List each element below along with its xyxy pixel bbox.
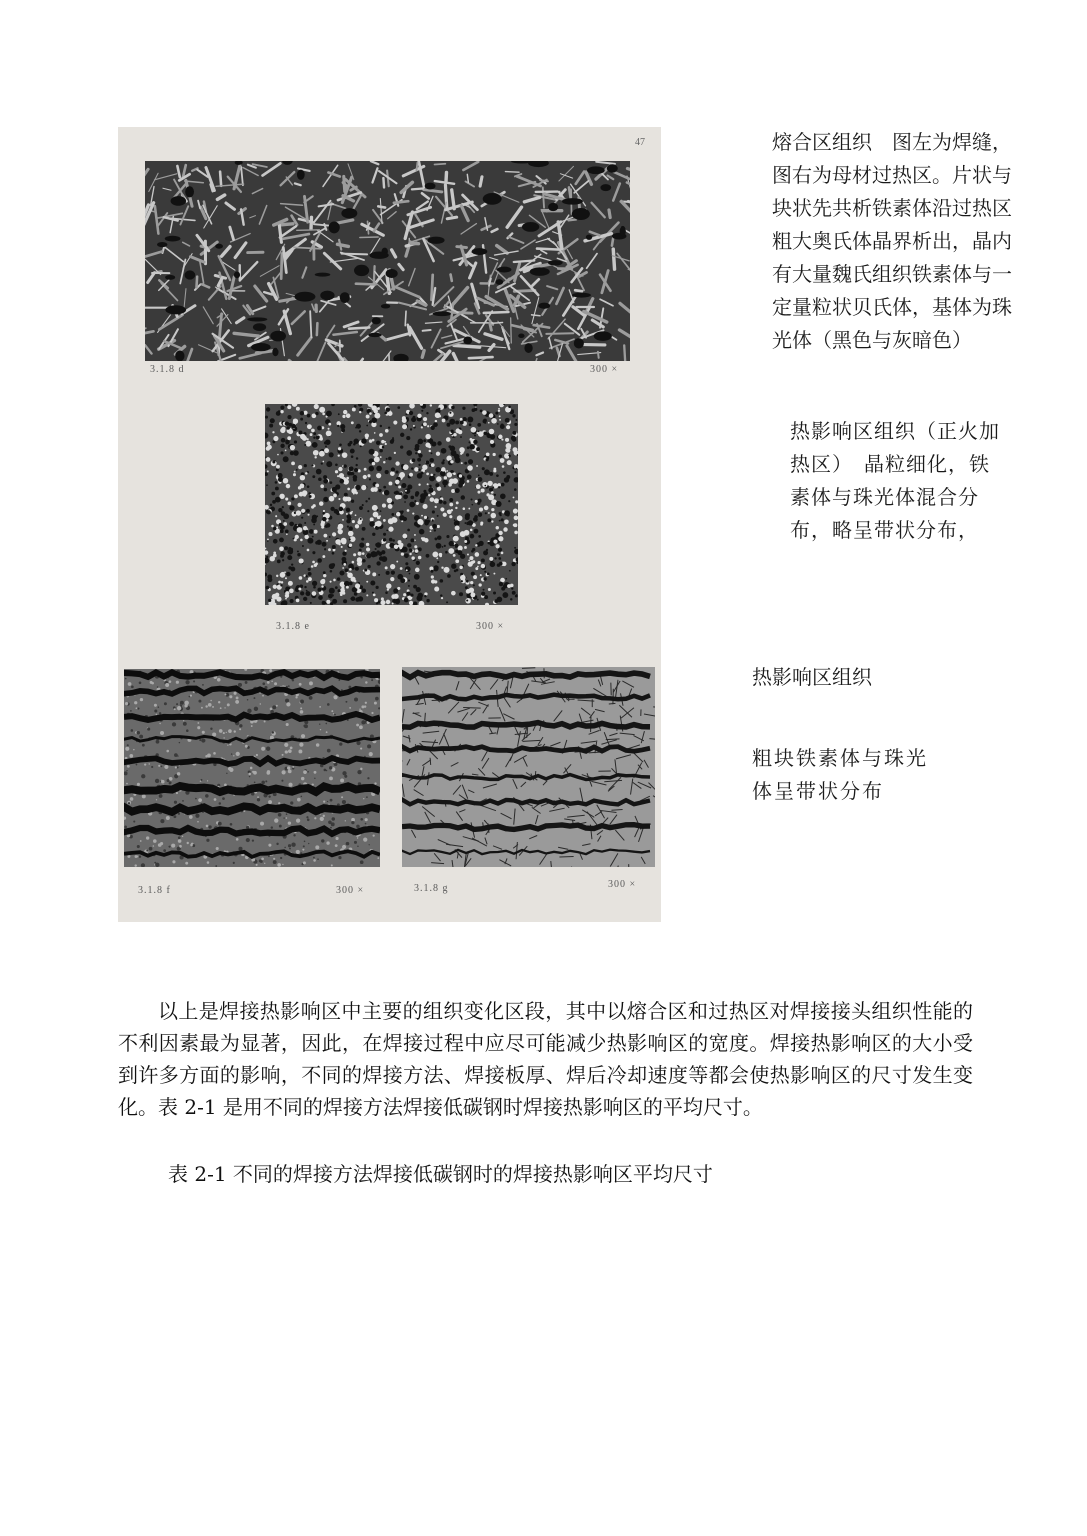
note-normalized-line-2: 热区） 晶粒细化，铁 (790, 452, 990, 476)
note-haz-title: 热影响区组织 (752, 665, 872, 689)
note-banded-line-2: 体呈带状分布 (752, 779, 884, 803)
micrograph-e-texture (265, 404, 518, 605)
note-normalized-zone (790, 415, 1000, 547)
caption-g-id: 3.1.8 g (414, 883, 449, 894)
note-fusion-line-7: 光体（黑色与灰暗色） (772, 328, 972, 352)
note-normalized-line-1: 热影响区组织（正火加 (790, 419, 1000, 443)
caption-f-magnification: 300 × (336, 885, 365, 896)
note-normalized-line-4: 布，略呈带状分布， (790, 518, 979, 542)
body-paragraph: 以上是焊接热影响区中主要的组织变化区段，其中以熔合区和过热区对焊接接头组织性能的不利因素最为显著，因此，在焊接过程中应尽可能减少热影响区的宽度。焊接热影响区的大小受到许多方面的影响，不同的焊接方法、焊接板厚、焊后冷却速度等都会使热影响区的尺寸发生变化。表 2-1 是用不同的焊接方法焊接低碳钢时焊接热影响区的平均尺寸。 (118, 999, 973, 1119)
note-fusion-line-3: 块状先共析铁素体沿过热区 (772, 196, 1012, 220)
note-normalized-line-3: 素体与珠光体混合分 (790, 485, 979, 509)
micrograph-f-banded (124, 669, 380, 867)
micrograph-e-normalized-zone (265, 404, 518, 605)
micrograph-g-texture (402, 667, 655, 867)
note-fusion-line-1: 熔合区组织 图左为焊缝， (772, 130, 1012, 154)
caption-g-magnification: 300 × (608, 879, 637, 890)
caption-d-magnification: 300 × (590, 364, 619, 375)
micrograph-d-fusion-zone (145, 161, 630, 361)
caption-e-id: 3.1.8 e (276, 621, 310, 632)
note-banded (752, 742, 928, 808)
note-fusion-zone (772, 126, 1012, 357)
micrograph-g-banded (402, 667, 655, 867)
caption-e-magnification: 300 × (476, 621, 505, 632)
caption-d-id: 3.1.8 d (150, 364, 185, 375)
note-fusion-line-2: 图右为母材过热区。片状与 (772, 163, 1012, 187)
note-fusion-line-5: 有大量魏氏组织铁素体与一 (772, 262, 1012, 286)
body-paragraph-block (118, 995, 973, 1123)
note-fusion-line-4: 粗大奥氏体晶界析出，晶内 (772, 229, 1012, 253)
table-caption: 表 2-1 不同的焊接方法焊接低碳钢时的焊接热影响区平均尺寸 (168, 1162, 713, 1186)
micrograph-plate-photo (118, 127, 661, 922)
micrograph-d-texture (145, 161, 630, 361)
plate-page-number: 47 (635, 137, 645, 148)
micrograph-f-texture (124, 669, 380, 867)
note-fusion-line-6: 定量粒状贝氏体，基体为珠 (772, 295, 1012, 319)
note-banded-line-1: 粗块铁素体与珠光 (752, 746, 928, 770)
caption-f-id: 3.1.8 f (138, 885, 171, 896)
